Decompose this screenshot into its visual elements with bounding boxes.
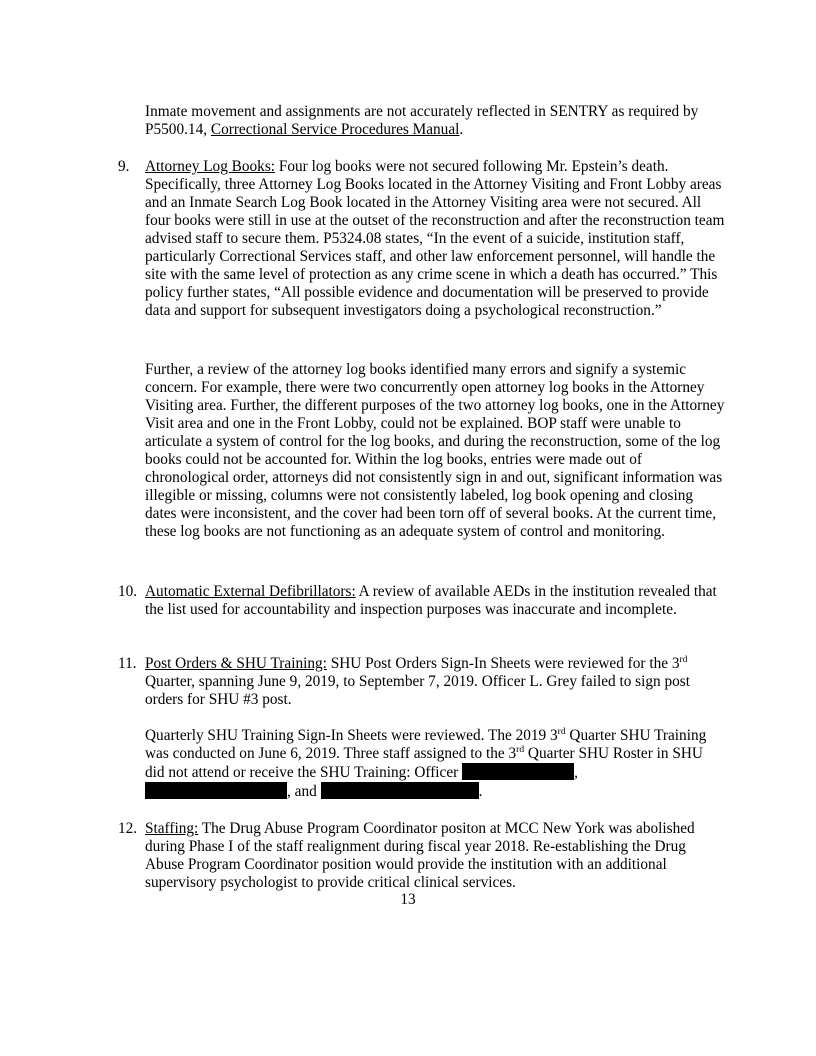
item-12-heading: Staffing: xyxy=(145,820,199,837)
training-end: . xyxy=(478,783,483,800)
item-9-number: 9. xyxy=(118,158,130,175)
redaction-block xyxy=(321,782,479,799)
item-11-text-a: SHU Post Orders Sign-In Sheets were reviewed for the 3 xyxy=(326,655,680,672)
training-text-b: Quarter SHU Training was conducted on June 6, 2019. Three staff assigned to the 3 xyxy=(145,727,707,762)
item-9-heading: Attorney Log Books: xyxy=(145,158,276,175)
intro-end: . xyxy=(459,121,464,138)
item-11-text-b: Quarter, spanning June 9, 2019, to September 7, 2019. Officer L. Grey failed to sign post orders for SHU #3 post. xyxy=(145,673,691,708)
item-11-paragraph-2 xyxy=(145,727,725,801)
redaction-block xyxy=(145,782,287,799)
item-10-paragraph xyxy=(145,583,725,619)
item-9-paragraph xyxy=(145,158,725,320)
training-and: , and xyxy=(287,783,321,800)
training-text-a: Quarterly SHU Training Sign-In Sheets were reviewed. The 2019 3 xyxy=(145,727,558,744)
intro-text: Inmate movement and assignments are not accurately reflected in SENTRY as required by P5500.14, xyxy=(145,103,699,138)
item-11-paragraph xyxy=(145,655,725,709)
training-text-c: Quarter SHU Roster in SHU did not attend or receive the SHU Training: Officer xyxy=(145,745,703,781)
item-11-heading: Post Orders & SHU Training: xyxy=(145,655,327,672)
item-10-text: A review of available AEDs in the institution revealed that the list used for accountability and inspection purposes was inaccurate and incomplete. xyxy=(145,583,717,618)
intro-paragraph xyxy=(145,103,725,139)
item-12-number: 12. xyxy=(118,820,138,837)
item-9-paragraph-2: Further, a review of the attorney log books identified many errors and signify a systemic concern. For example, there were two concurrently open attorney log books in the Attorney Visiting area. Further, the different purposes of the two attorney log books, one in the Attorney Visit area and one in the Front Lobby, could not be explained. BOP staff were unable to articulate a system of control for the log books, and during the reconstruction, some of the log books could not be accounted for. Within the log books, entries were made out of chronological order, attorneys did not consistently sign in and out, significant information was illegible or missing, columns were not consistently labeled, log book opening and closing dates were inconsistent, and the cover had been torn off of several books. At the current time, these log books are not functioning as an adequate system of control and monitoring. xyxy=(145,361,725,540)
item-10-number: 10. xyxy=(118,583,138,600)
item-11-number: 11. xyxy=(118,655,137,672)
page-number: 13 xyxy=(400,891,416,908)
item-12-paragraph xyxy=(145,820,725,892)
item-9-text: Four log books were not secured following Mr. Epstein’s death. Specifically, three Attorney Log Books located in the Attorney Visiting and Front Lobby areas and an Inmate Search Log Book located in the Attorney Visiting area were not secured. All four books were still in use at the outset of the reconstruction and after the reconstruction team advised staff to secure them. P5324.08 states, “In the event of a suicide, institution staff, particularly Correctional Services staff, and other law enforcement personnel, will handle the site with the same level of protection as any crime scene in which a death has occurred.” This policy further states, “All possible evidence and documentation will be preserved to provide data and support for subsequent investigators doing a psychological reconstruction.” xyxy=(145,158,725,319)
training-sup-1: rd xyxy=(557,726,566,737)
training-sup-2: rd xyxy=(516,744,525,755)
training-comma: , xyxy=(574,764,578,781)
procedures-manual-reference: Correctional Service Procedures Manual xyxy=(210,121,460,138)
item-10-heading: Automatic External Defibrillators: xyxy=(145,583,356,600)
redaction-block xyxy=(462,763,574,780)
item-11-sup: rd xyxy=(679,654,688,665)
item-12-text: The Drug Abuse Program Coordinator positon at MCC New York was abolished during Phase I of the staff realignment during fiscal year 2018. Re-establishing the Drug Abuse Program Coordinator position would provide the institution with an additional supervisory psychologist to provide critical clinical services. xyxy=(145,820,695,891)
